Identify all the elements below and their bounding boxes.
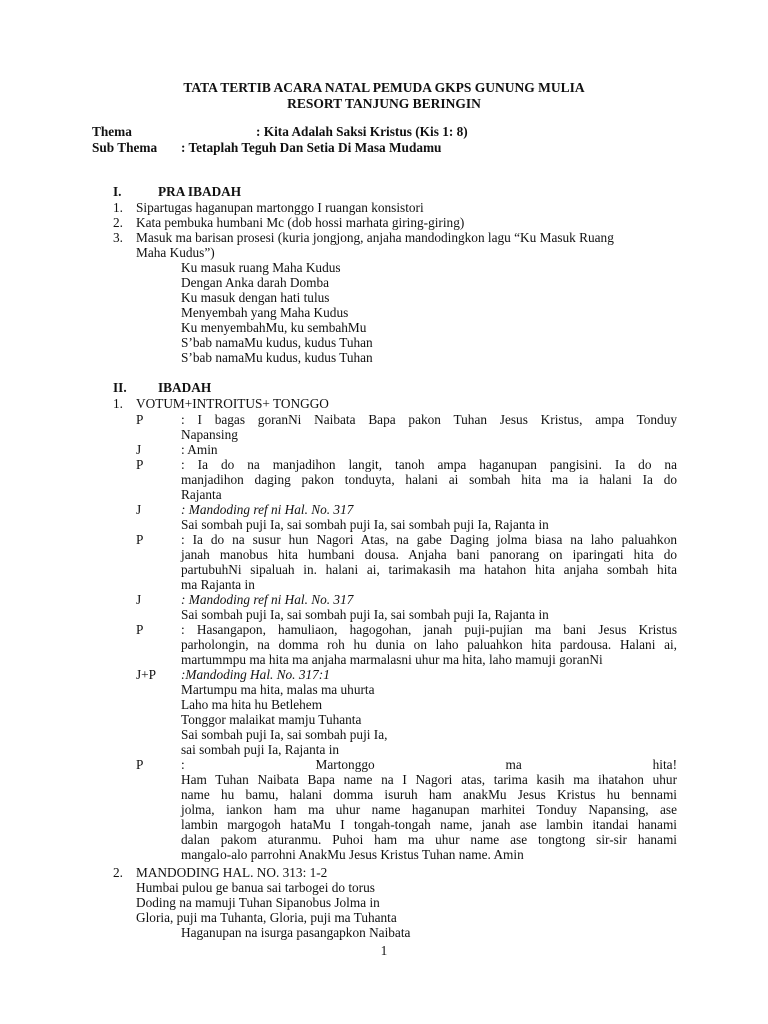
liturgy-line: Rajanta: [181, 487, 222, 502]
liturgy-line: : Ia do na manjadihon langit, tanoh ampa haganupan pangisini. Ia do na: [181, 457, 677, 472]
thema-label: Thema: [92, 124, 132, 139]
subthema-value: : Tetaplah Teguh Dan Setia Di Masa Mudamu: [181, 140, 442, 155]
speaker-label: J: [136, 592, 142, 607]
liturgy-line: manjadihon daging pakon tonduyta, halani ai sombah hita ma ia halani Ia do: [181, 472, 677, 487]
section1-title: PRA IBADAH: [158, 184, 242, 199]
liturgy-line: janah manobus hita humbani dousa. Anjaha bani panorang on iparingati hita do: [181, 547, 677, 562]
song-line: Doding na mamuji Tuhan Sipanobus Jolma in: [136, 895, 380, 910]
liturgy-line: jolma, iankon ham ma uhur name haganupan marhitei Tonduy Napansing, ase: [181, 802, 677, 817]
liturgy-line: dalan pakom aturanmu. Puhoi ham ma uhur name ase tongtong sir-sir hanami: [181, 832, 677, 847]
section2-num: II.: [113, 380, 127, 395]
subthema-label: Sub Thema: [92, 140, 158, 155]
liturgy-line: Sai sombah puji Ia, sai sombah puji Ia, sai sombah puji Ia, Rajanta in: [181, 517, 549, 532]
song-line: S’bab namaMu kudus, kudus Tuhan: [181, 350, 373, 365]
song-line: Gloria, puji ma Tuhanta, Gloria, puji ma Tuhanta: [136, 910, 397, 925]
list-item-text: Masuk ma barisan prosesi (kuria jongjong, anjaha mandodingkon lagu “Ku Masuk Ruang: [136, 230, 614, 245]
speaker-label: P: [136, 622, 144, 637]
song-line: Humbai pulou ge banua sai tarbogei do torus: [136, 880, 375, 895]
speaker-label: P: [136, 412, 144, 427]
liturgy-line: Ham Tuhan Naibata Bapa name na I Nagori atas, tarima kasih ma ihatahon uhur: [181, 772, 677, 787]
liturgy-line: Sai sombah puji Ia, sai sombah puji Ia,: [181, 727, 388, 742]
song-line: Ku masuk ruang Maha Kudus: [181, 260, 341, 275]
speaker-label: P: [136, 757, 144, 772]
song-line: S’bab namaMu kudus, kudus Tuhan: [181, 335, 373, 350]
section2-title: IBADAH: [158, 380, 212, 395]
liturgy-line: : Hasangapon, hamuliaon, hagogohan, janah puji-pujian ma bani Jesus Kristus: [181, 622, 677, 637]
liturgy-line: : Amin: [181, 442, 218, 457]
speaker-label: J+P: [136, 667, 157, 682]
liturgy-line: : I bagas goranNi Naibata Bapa pakon Tuhan Jesus Kristus, ampa Tonduy: [181, 412, 677, 427]
liturgy-line: mangalo-alo parrohni AnakMu Jesus Kristus Tuhan name. Amin: [181, 847, 524, 862]
song-line: Ku menyembahMu, ku sembahMu: [181, 320, 367, 335]
list-item-text: MANDODING HAL. NO. 313: 1-2: [136, 865, 328, 880]
liturgy-line: : Ia do na susur hun Nagori Atas, na gabe Daging jolma biasa na laho paluahkon: [181, 532, 677, 547]
thema-value: : Kita Adalah Saksi Kristus (Kis 1: 8): [256, 124, 468, 139]
list-item-number: 1.: [113, 200, 123, 215]
liturgy-line: Sai sombah puji Ia, sai sombah puji Ia, sai sombah puji Ia, Rajanta in: [181, 607, 549, 622]
song-line: Dengan Anka darah Domba: [181, 275, 330, 290]
liturgy-line: sai sombah puji Ia, Rajanta in: [181, 742, 340, 757]
song-line: Haganupan na isurga pasangapkon Naibata: [181, 925, 411, 940]
section1-num: I.: [113, 184, 122, 199]
liturgy-line: : Mandoding ref ni Hal. No. 317: [181, 502, 354, 517]
liturgy-line: :Mandoding Hal. No. 317:1: [181, 667, 330, 682]
liturgy-line: Martumpu ma hita, malas ma uhurta: [181, 682, 375, 697]
liturgy-line: partubuhNi sipaluah in. halani ai, tarimakasih ma hatahon hita anjaha sombah hita: [181, 562, 677, 577]
liturgy-line: name hu bamu, halani domma isuruh ham anakMu Jesus Kristus hu bennami: [181, 787, 677, 802]
liturgy-line: : Martonggo ma hita!: [181, 757, 677, 772]
song-line: Ku masuk dengan hati tulus: [181, 290, 330, 305]
liturgy-line: parholongin, na domma roh hu dunia on laho paluahkon hita pardousa. Halani ai,: [181, 637, 677, 652]
liturgy-line: martummpu ma hita ma anjaha marmalasni uhur ma hita, laho mamuji goranNi: [181, 652, 603, 667]
liturgy-line: lambin margogoh hataMu I tongah-tongah name, janah ase lambin itandai hanami: [181, 817, 677, 832]
song-line: Menyembah yang Maha Kudus: [181, 305, 349, 320]
list-item-number: 2.: [113, 865, 123, 880]
document-title-line2: RESORT TANJUNG BERINGIN: [287, 96, 481, 111]
list-item-number: 2.: [113, 215, 123, 230]
list-item-text: Maha Kudus”): [136, 245, 215, 260]
list-item-number: 3.: [113, 230, 123, 245]
speaker-label: P: [136, 532, 144, 547]
liturgy-line: : Mandoding ref ni Hal. No. 317: [181, 592, 354, 607]
speaker-label: P: [136, 457, 144, 472]
speaker-label: J: [136, 442, 142, 457]
list-item-text: Kata pembuka humbani Mc (dob hossi marhata giring-giring): [136, 215, 465, 230]
section2-item1-title: VOTUM+INTROITUS+ TONGGO: [136, 396, 329, 411]
page-number: 1: [380, 943, 388, 958]
liturgy-line: ma Rajanta in: [181, 577, 255, 592]
speaker-label: J: [136, 502, 142, 517]
list-item-text: Sipartugas haganupan martonggo I ruangan konsistori: [136, 200, 424, 215]
liturgy-line: Tonggor malaikat mamju Tuhanta: [181, 712, 362, 727]
liturgy-line: Napansing: [181, 427, 238, 442]
document-title-line1: TATA TERTIB ACARA NATAL PEMUDA GKPS GUNUNG MULIA: [183, 80, 585, 95]
section2-item1-num: 1.: [113, 396, 123, 411]
liturgy-line: Laho ma hita hu Betlehem: [181, 697, 323, 712]
